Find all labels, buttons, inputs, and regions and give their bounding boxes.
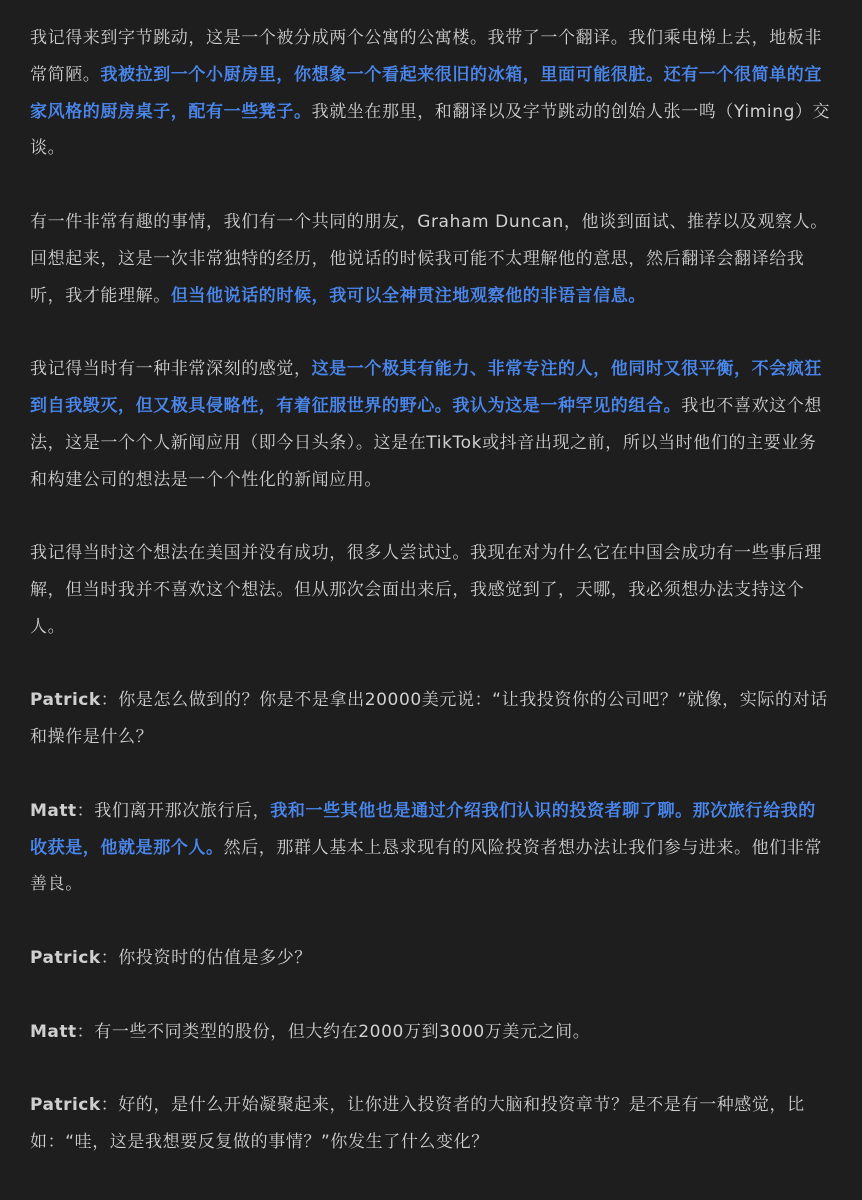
dialogue-line <box>30 793 832 903</box>
paragraph-bytedance-visit <box>30 20 832 167</box>
text-segment: ：有一些不同类型的股份，但大约在2000万到3000万美元之间。 <box>76 1021 591 1042</box>
dialogue-line <box>30 1087 832 1161</box>
highlighted-text-segment: 我被拉到一个小厨房里，你想象一个看起来很旧的冰箱，里面可能很脏。还有一个很简单的宜家风格的厨房桌子，配有一些凳子。 <box>30 64 823 122</box>
text-segment: 我就坐在那里，和翻译以及字节跳动的创始人张一鸣（Yiming）交谈。 <box>30 101 831 159</box>
speaker-name: Matt <box>30 1021 77 1042</box>
speaker-name: Patrick <box>30 947 101 968</box>
paragraph-idea-doubts <box>30 535 832 645</box>
speaker-name: Matt <box>30 800 77 821</box>
text-segment: 我记得当时有一种非常深刻的感觉， <box>30 359 312 380</box>
paragraph-mutual-friend <box>30 204 832 314</box>
text-segment: ：好的，是什么开始凝聚起来，让你进入投资者的大脑和投资章节？是不是有一种感觉，比如：“哇，这是我想要反复做的事情？”你发生了什么变化？ <box>30 1095 805 1152</box>
speaker-name: Patrick <box>30 1095 101 1116</box>
text-segment: ：我们离开那次旅行后， <box>76 800 271 821</box>
text-segment: 有一件非常有趣的事情，我们有一个共同的朋友，Graham Duncan，他谈到面试、推荐以及观察人。回想起来，这是一次非常独特的经历，他说话的时候我可能不太理解他的意思，然后翻译会翻译给我听，我才能理解。 <box>30 211 828 306</box>
dialogue-line <box>30 682 832 756</box>
paragraph-impression <box>30 351 832 498</box>
text-segment: ：你是怎么做到的？你是不是拿出20000美元说：“让我投资你的公司吧？”就像，实际的对话和操作是什么？ <box>30 690 828 748</box>
text-segment: 我也不喜欢这个想法，这是一个个人新闻应用（即今日头条）。这是在TikTok或抖音出现之前，所以当时他们的主要业务和构建公司的想法是一个个性化的新闻应用。 <box>30 395 823 490</box>
speaker-name: Patrick <box>30 690 101 711</box>
text-segment: 我记得当时这个想法在美国并没有成功，很多人尝试过。我现在对为什么它在中国会成功有一些事后理解，但当时我并不喜欢这个想法。但从那次会面出来后，我感觉到了，天哪，我必须想办法支持这个人。 <box>30 543 822 637</box>
highlighted-text-segment: 我和一些其他也是通过介绍我们认识的投资者聊了聊。那次旅行给我的收获是，他就是那个人。 <box>30 800 816 858</box>
text-segment: 然后，那群人基本上恳求现有的风险投资者想办法让我们参与进来。他们非常善良。 <box>30 837 823 895</box>
text-segment: 我记得来到字节跳动，这是一个被分成两个公寓的公寓楼。我带了一个翻译。我们乘电梯上去，地板非常简陋。 <box>30 28 822 85</box>
highlighted-text-segment: 但当他说话的时候，我可以全神贯注地观察他的非语言信息。 <box>170 285 647 306</box>
highlighted-text-segment: 这是一个极其有能力、非常专注的人，他同时又很平衡，不会疯狂到自我毁灭，但又极具侵略性，有着征服世界的野心。我认为这是一种罕见的组合。 <box>30 359 823 416</box>
dialogue-line <box>30 940 832 977</box>
dialogue-line <box>30 1014 832 1051</box>
text-segment: ：你投资时的估值是多少？ <box>100 947 312 968</box>
